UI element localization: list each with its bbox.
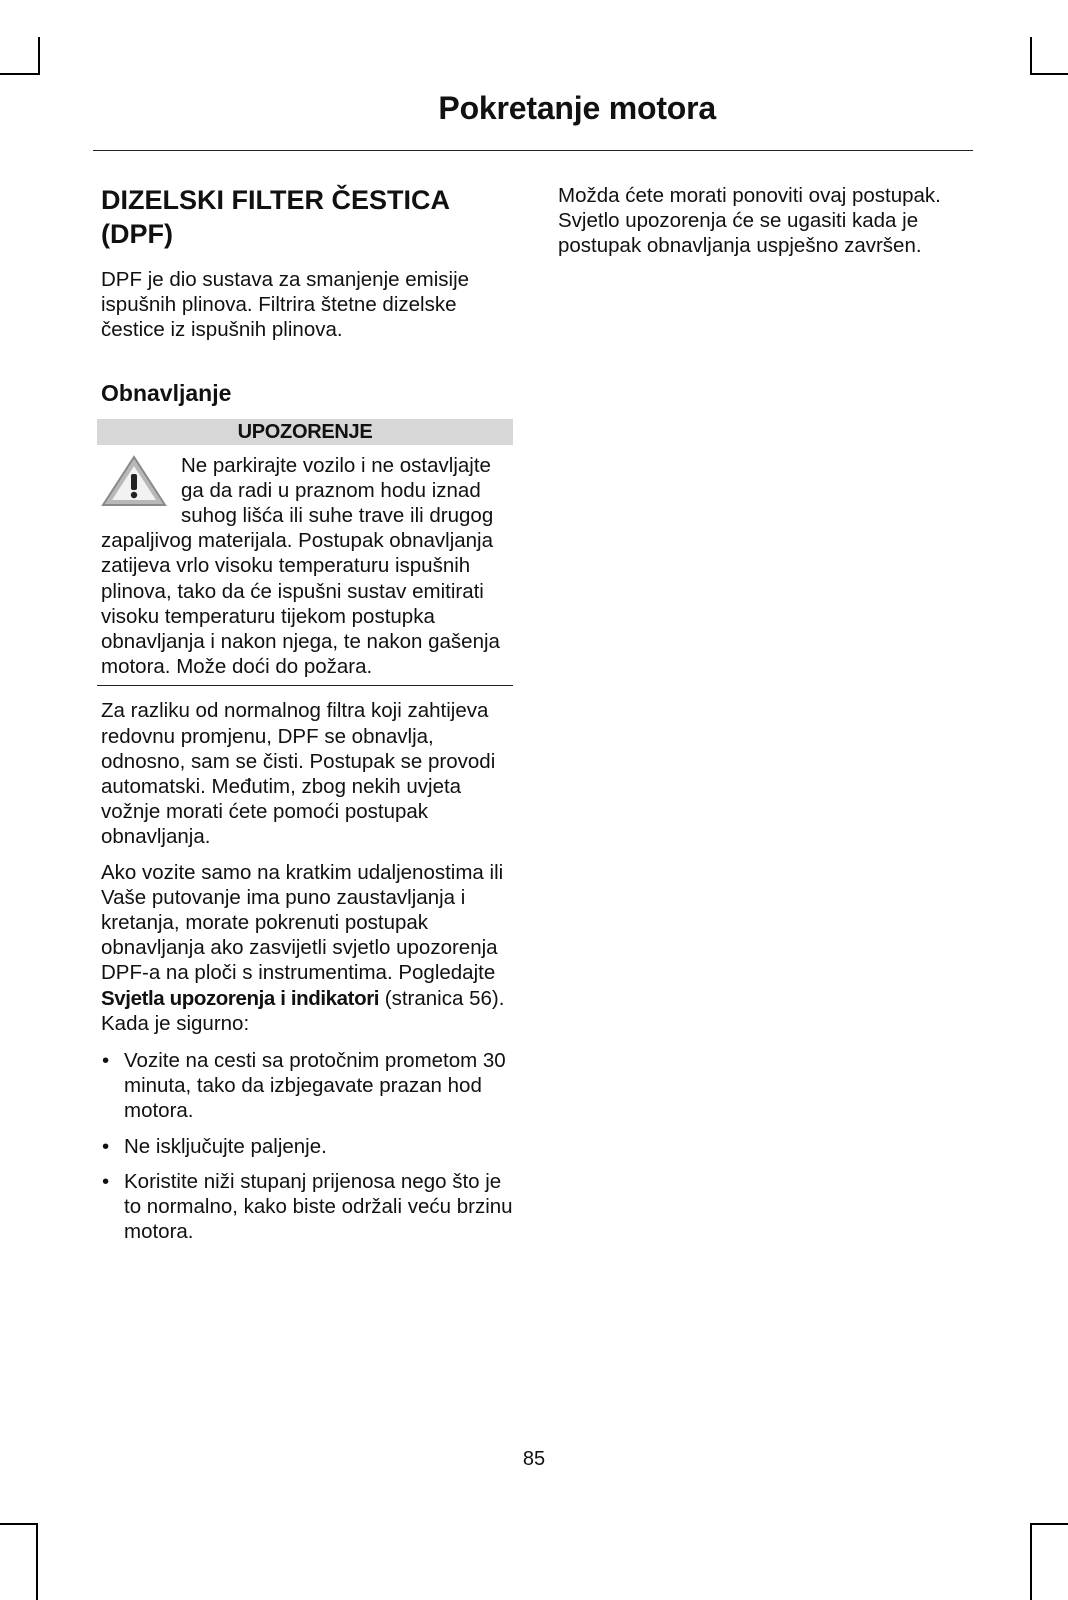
page-number: 85 — [522, 1448, 546, 1470]
subheading-regeneration: Obnavljanje — [101, 379, 232, 406]
warning-triangle-icon — [101, 455, 167, 507]
header-rule — [93, 150, 973, 151]
instruction-text: Ako vozite samo na kratkim udaljenostima ili Vaše putovanje ima puno zaustavljanja i kretanja, morate pokrenuti postupak obnavljanja ako zasvijetli svjetlo upozorenja DPF-a na ploči s instrumentima. Pogledajte — [101, 860, 504, 985]
list-item — [101, 1048, 513, 1124]
bullet-icon: • — [102, 1049, 110, 1073]
warning-bottom-rule — [97, 685, 513, 686]
section-heading: DIZELSKI FILTER ČESTICA (DPF) — [101, 185, 449, 249]
crop-mark-bottom-right-v — [1030, 1523, 1032, 1600]
list-item-text: Koristite niži stupanj prijenosa nego što je to normalno, kako biste održali veću brzinu motora. — [124, 1169, 513, 1244]
list-item — [101, 1169, 513, 1245]
intro-paragraph: DPF je dio sustava za smanjenje emisije ispušnih plinova. Filtrira štetne dizelske čestice iz ispušnih plinova. — [101, 268, 470, 342]
crop-mark-top-right-v — [1030, 37, 1032, 75]
cross-reference-link[interactable]: Svjetla upozorenja i indikatori — [101, 986, 380, 1010]
crop-mark-top-left-v — [38, 37, 40, 75]
crop-mark-top-left-h — [0, 73, 40, 75]
warning-label: UPOZORENJE — [97, 419, 513, 445]
bullet-icon: • — [102, 1134, 110, 1158]
repeat-note-paragraph: Možda ćete morati ponoviti ovaj postupak. Svjetlo upozorenja će se ugasiti kada je postupak obnavljanja uspješno završen. — [558, 184, 941, 258]
bullet-icon: • — [102, 1169, 110, 1193]
list-item-text: Vozite na cesti sa protočnim prometom 30 minuta, tako da izbjegavate prazan hod motora. — [124, 1049, 506, 1123]
warning-text: Ne parkirajte vozilo i ne ostavljajte ga da radi u praznom hodu iznad suhog lišća ili suhe trave ili drugog zapaljivog materijala. Postupak obnavljanja zatijeva vrlo visoku temperaturu ispušnih plinova, tako da će ispušni sustav emitirati visoku temperaturu tijekom postupka obnavljanja i nakon njega, te nakon gašenja motora. Može doći do požara. — [101, 453, 500, 679]
warning-box — [97, 419, 513, 687]
instruction-paragraph — [101, 860, 513, 1036]
page-title: Pokretanje motora — [438, 90, 716, 126]
right-column — [558, 183, 958, 259]
crop-mark-bottom-left-v — [36, 1523, 38, 1600]
crop-mark-bottom-right-h — [1030, 1523, 1068, 1525]
left-column — [101, 183, 513, 1255]
regeneration-paragraph: Za razliku od normalnog filtra koji zahtijeva redovnu promjenu, DPF se obnavlja, odnosno, sam se čisti. Postupak se provodi automatski. Međutim, zbog nekih uvjeta vožnje morati ćete pomoći postupak obnavljanja. — [101, 699, 496, 849]
warning-body — [97, 445, 513, 684]
instruction-list — [101, 1048, 513, 1244]
list-item — [101, 1134, 513, 1159]
list-item-text: Ne isključujte paljenje. — [124, 1134, 327, 1158]
crop-mark-top-right-h — [1030, 73, 1068, 75]
crop-mark-bottom-left-h — [0, 1523, 38, 1525]
instruction-text-end: (stranica 56). Kada je sigurno: — [101, 986, 505, 1035]
